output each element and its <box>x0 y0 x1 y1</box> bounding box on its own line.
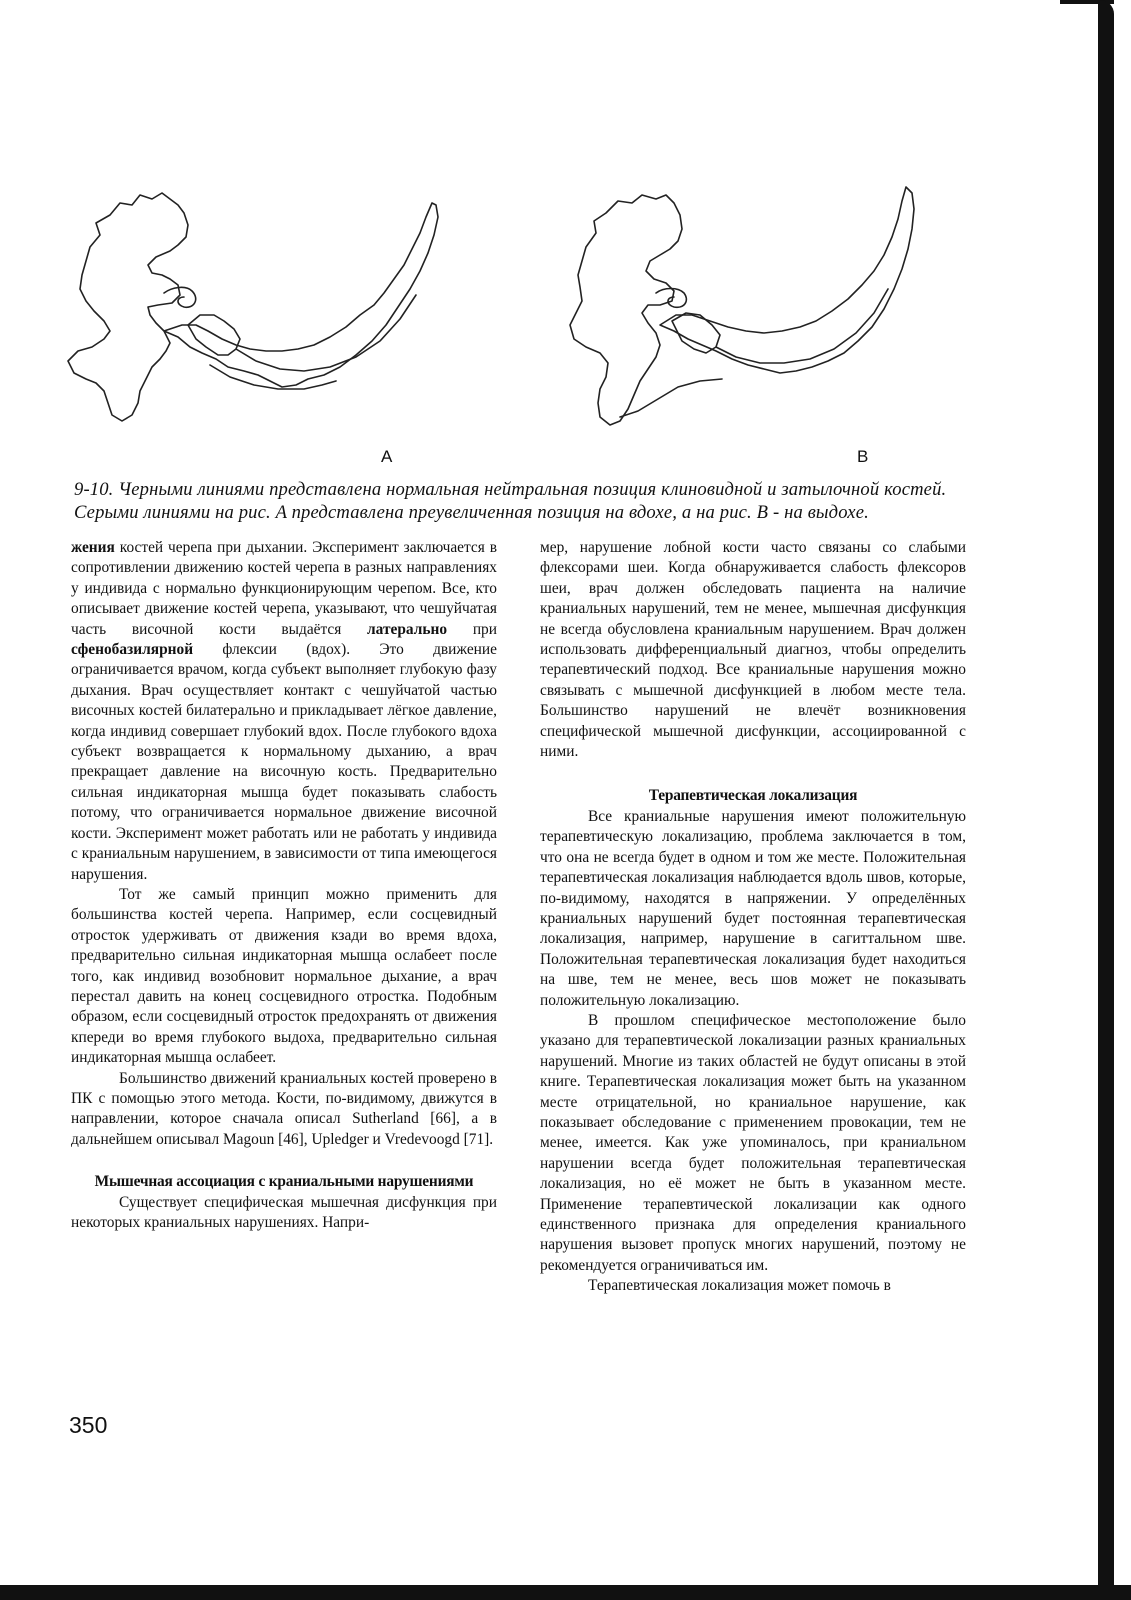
left-paragraph-3: Большинство движений краниальных костей проверено в ПК с помощью этого метода. Кости, по-видимому, движутся в направлении, которое сначала описал Sutherland [66], а в дальнейшем описывал Magoun [46], Upledger и Vredevoogd [71]. <box>71 1069 497 1148</box>
caption-number: 9-10. <box>74 479 114 500</box>
left-p1-bold-sphenobasilar: сфенобазилярной <box>71 641 194 659</box>
figure-label-b: B <box>857 447 869 466</box>
drawing-a-sphenoid-outline <box>68 193 188 421</box>
right-paragraph-2: Все краниальные нарушения имеют положительную терапевтическую локализацию, проблема заключается в том, что она не всегда будет в одном и том же месте. Положительная терапевтическая локализация наблюдается вдоль швов, которые, по-видимому, находятся в напряжении. У определённых краниальных нарушений будет постоянная терапевтическая локализация, например, нарушение в сагиттальном шве. Положительная терапевтическая локализация будет находиться на шве, тем не менее, весь шов может не показывать положительную локализацию. <box>540 807 966 1009</box>
drawing-b-sphenoid-outline <box>570 195 682 425</box>
figure-label-a: A <box>381 447 393 466</box>
spacer <box>71 1150 497 1172</box>
left-p1-text-c: флексии (вдох). Это движение ограничивается врачом, когда субъект выполняет глубокую фазу дыхания. Врач осуществляет контакт с чешуйчатой частью височных костей билатерально и прикладывает лёгкое давление, когда индивид совершает глубокий вдох. После глубокого вдоха субъект возвращается к нормальному дыханию, а врач прекращает давление на височную кость. Предварительно сильная индикаторная мышца будет показывать слабость потому, что ограничивается нормальное движение височной кости. Эксперимент может работать или не работать у индивида с краниальным нарушением, в зависимости от типа имеющегося нарушения. <box>71 641 497 883</box>
section-heading-therapy-localization: Терапевтическая локализация <box>648 787 858 805</box>
scan-edge-right <box>1098 0 1114 1585</box>
drawing-b-occipital-outline <box>660 187 914 373</box>
left-p1-bold-lateral: латерально <box>367 620 448 638</box>
drawing-b-base-line <box>620 379 722 417</box>
right-paragraph-4: Терапевтическая локализация может помочь в <box>588 1277 891 1295</box>
left-paragraph-1 <box>71 538 497 885</box>
drawing-a-clivus-line <box>236 295 416 371</box>
spacer <box>540 762 966 786</box>
scan-edge-bottom <box>0 1585 1131 1600</box>
left-paragraph-4: Существует специфическая мышечная дисфункция при некоторых краниальных нарушениях. Напри- <box>71 1193 497 1231</box>
drawing-b-basilar-part <box>672 313 720 353</box>
left-column <box>71 538 497 1233</box>
section-heading-muscle-association: Мышечная ассоциация с краниальными нарушениями <box>94 1173 474 1191</box>
right-paragraph-3: В прошлом специфическое местоположение было указано для терапевтической локализации разных краниальных нарушений. Многие из таких областей не будут описаны в этой книге. Терапевтическая локализация может быть на указанном месте отрицательной, но краниальное нарушение, как показывает обследование с применением провокации, тем не менее, имеется. Как уже упоминалось, при краниальном нарушении всегда будет положительная терапевтическая локализация, но её может не быть в указанном месте. Применение терапевтической локализации как одного единственного признака для определения краниального нарушения вызовет пропуск многих нарушений, поэтому не рекомендуется ограничиваться им. <box>540 1011 966 1274</box>
left-paragraph-2: Тот же самый принцип можно применить для большинства костей черепа. Например, если сосцевидный отросток удерживать от движения кзади во время вдоха, предварительно сильная индикаторная мышца ослабеет после того, как индивид возобновит нормальное дыхание, а врач перестал давить на конец сосцевидного отростка. Подобным образом, если сосцевидный отросток предохранять от движения кпереди во время глубокого выдоха, предварительно сильная индикаторная мышца ослабеет. <box>71 885 497 1067</box>
left-p1-bold-word: жения <box>71 539 115 556</box>
figure-caption <box>74 478 984 524</box>
caption-text: Черными линиями представлена нормальная нейтральная позиция клиновидной и затылочной костей. Серыми линиями на рис. A представлена преувеличенная позиция на вдохе, а на рис. B - на выдохе. <box>74 479 947 523</box>
page-number: 350 <box>69 1412 108 1438</box>
figure-drawings <box>60 175 1010 475</box>
figure-9-10 <box>60 175 1010 475</box>
left-p1-text-b: при <box>447 620 497 638</box>
drawing-a-occipital-outline <box>164 203 438 387</box>
right-paragraph-1: мер, нарушение лобной кости часто связаны со слабыми флексорами шеи. Когда обнаруживается слабость флексоров шеи, врач должен обследовать пациента на наличие краниальных нарушений, тем не менее, мышечная дисфункция не всегда обусловлена краниальным нарушением. Врач должен использовать дифференциальный диагноз, чтобы определить терапевтический подход. Все краниальные нарушения можно связывать с мышечной дисфункцией в любом месте тела. Большинство нарушений не влечёт возникновения специфической мышечной дисфункции, ассоциированной с ними. <box>540 539 966 761</box>
right-column <box>540 538 966 1297</box>
left-p1-text-a: костей черепа при дыхании. Эксперимент заключается в сопротивлении движению костей черепа в разных направлениях у индивида с нормально функционирующим черепом. Все, кто описывает движение костей черепа, указывают, что чешуйчатая часть височной кости выдаётся <box>71 539 497 638</box>
